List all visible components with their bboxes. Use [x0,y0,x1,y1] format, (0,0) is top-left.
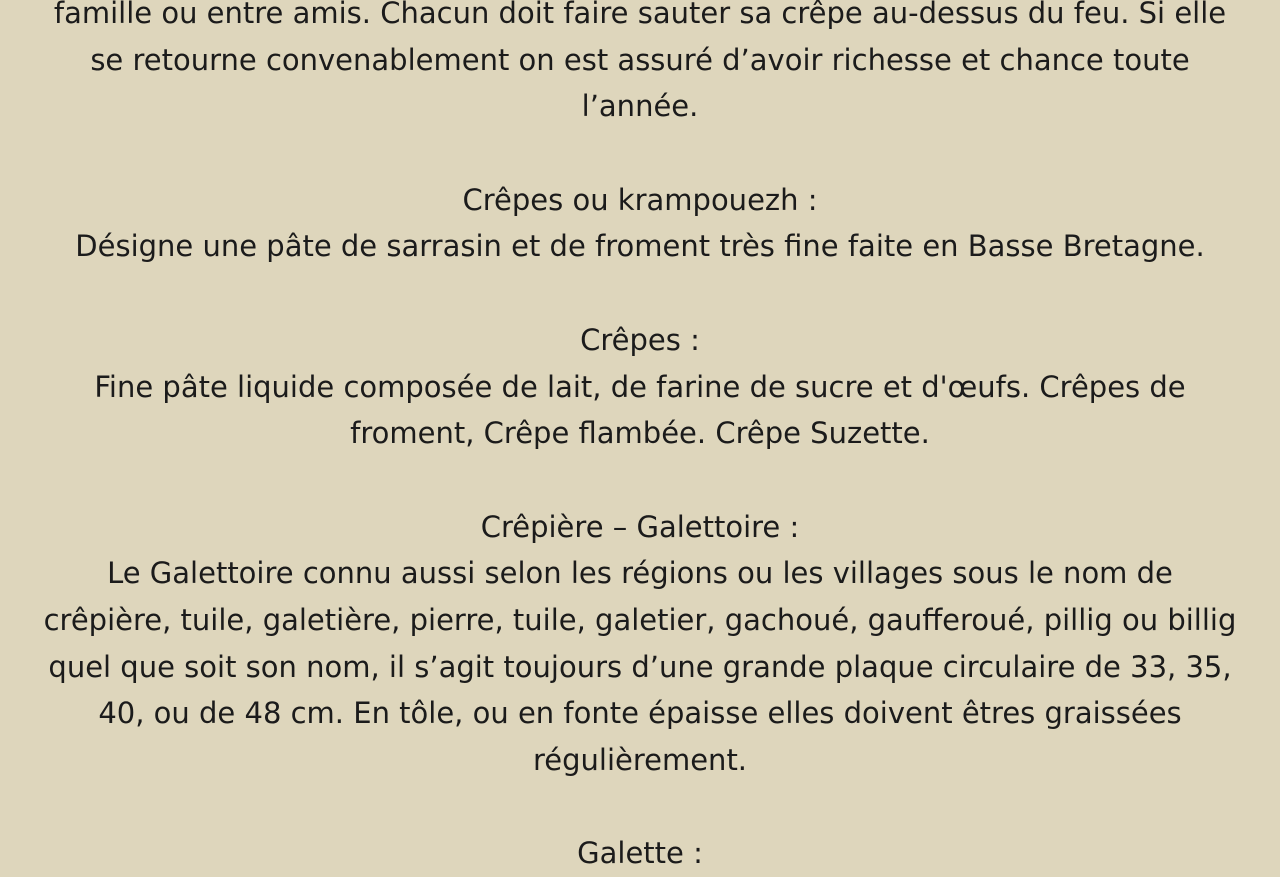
section-text-line: quel que soit son nom, il s’agit toujours d’une grande plaque circulaire de 33, 35, [48,649,1232,684]
section-text-line: crêpière, tuile, galetière, pierre, tuile, galetier, gachoué, gaufferoué, pillig ou billig [43,602,1237,637]
section-text-line: froment, Crêpe flambée. Crêpe Suzette. [350,416,930,451]
paragraph-gap [30,784,1250,831]
section-text-line: Le Galettoire connu aussi selon les régions ou les villages sous le nom de [107,556,1173,591]
section-text-line: Désigne une pâte de sarrasin et de froment très fine faite en Basse Bretagne. [75,229,1205,264]
section-heading: Galette : [577,836,703,871]
paragraph-gap [30,270,1250,317]
section-text-line: régulièrement. [532,743,748,777]
intro-line: l’année. [581,89,699,124]
paragraph-gap [30,130,1250,177]
section-heading: Crêpière – Galettoire : [480,509,800,544]
intro-line: se retourne convenablement on est assuré d’avoir richesse et chance toute [90,42,1190,77]
document-body [30,0,1250,877]
section-text-line: 40, ou de 48 cm. En tôle, ou en fonte épaisse elles doivent êtres graissées [98,696,1182,731]
section-heading: Crêpes ou krampouezh : [462,182,818,217]
intro-line: famille ou entre amis. Chacun doit faire sauter sa crêpe au-dessus du feu. Si elle [53,0,1227,30]
paragraph-gap [30,457,1250,504]
section-heading: Crêpes : [580,322,700,357]
section-text-line: Fine pâte liquide composée de lait, de farine de sucre et d'œufs. Crêpes de [94,369,1186,404]
